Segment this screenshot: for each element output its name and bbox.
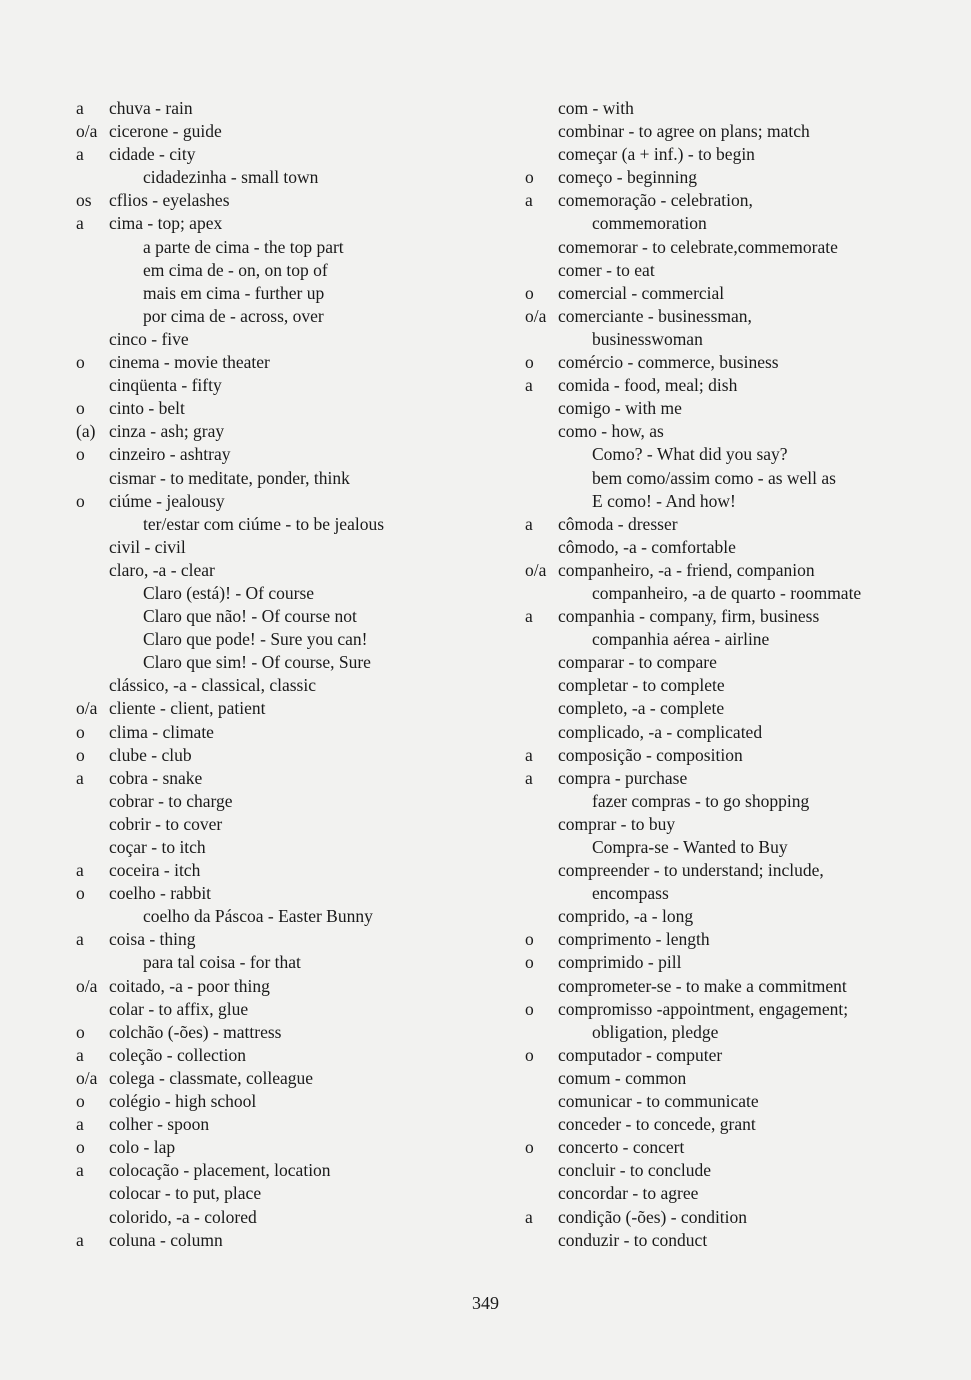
dictionary-entry [76, 189, 516, 212]
dictionary-entry [525, 259, 965, 282]
dictionary-entry [525, 513, 965, 536]
entry-article: o [76, 352, 85, 373]
dictionary-entry [76, 328, 516, 351]
entry-headword: cinza - ash; gray [109, 421, 225, 442]
dictionary-entry [525, 928, 965, 951]
dictionary-entry [525, 951, 965, 974]
entry-headword: conceder - to concede, grant [558, 1114, 756, 1135]
entry-headword: clássico, -a - classical, classic [109, 675, 316, 696]
dictionary-entry [76, 1021, 516, 1044]
entry-article: o/a [76, 121, 98, 142]
dictionary-entry [525, 420, 965, 443]
entry-subphrase: fazer compras - to go shopping [592, 790, 810, 811]
dictionary-entry [76, 674, 516, 697]
entry-article: a [76, 860, 84, 881]
dictionary-entry [76, 951, 516, 974]
dictionary-entry [76, 1182, 516, 1205]
entry-article: o [76, 1091, 85, 1112]
dictionary-entry [76, 767, 516, 790]
entry-subphrase: Compra-se - Wanted to Buy [592, 837, 788, 857]
entry-headword: coceira - itch [109, 860, 201, 881]
entry-headword: cliente - client, patient [109, 698, 266, 719]
dictionary-entry [76, 1136, 516, 1159]
dictionary-entry [76, 351, 516, 374]
dictionary-entry [76, 928, 516, 951]
dictionary-entry [76, 1090, 516, 1113]
entry-article: o/a [525, 559, 547, 580]
entry-article: o [525, 1044, 534, 1065]
entry-headword: cômodo, -a - comfortable [558, 536, 736, 557]
dictionary-entry [76, 1159, 516, 1182]
entry-subphrase: a parte de cima - the top part [143, 236, 344, 257]
dictionary-entry [525, 305, 965, 328]
entry-article: o/a [76, 975, 98, 996]
entry-headword: comer - to eat [558, 259, 655, 280]
dictionary-entry [525, 836, 965, 859]
entry-headword: colocação - placement, location [109, 1160, 331, 1181]
entry-headword: comprido, -a - long [558, 906, 694, 927]
entry-headword: comprar - to buy [558, 813, 676, 834]
entry-article: a [76, 1229, 84, 1250]
entry-subphrase: bem como/assim como - as well as [592, 467, 836, 488]
entry-article: o [76, 744, 85, 765]
entry-headword: colocar - to put, place [109, 1183, 262, 1204]
entry-subphrase: Como? - What did you say? [592, 444, 788, 465]
entry-headword: colo - lap [109, 1137, 176, 1158]
dictionary-entry [76, 721, 516, 744]
dictionary-entry [76, 975, 516, 998]
dictionary-entry [525, 859, 965, 882]
dictionary-entry [76, 513, 516, 536]
dictionary-entry [76, 559, 516, 582]
dictionary-entry [76, 259, 516, 282]
dictionary-entry [525, 605, 965, 628]
dictionary-entry [525, 721, 965, 744]
entry-headword: começar (a + inf.) - to begin [558, 144, 755, 165]
dictionary-entry [525, 467, 965, 490]
entry-subphrase: Claro que sim! - Of course, Sure [143, 652, 371, 673]
entry-headword: cicerone - guide [109, 121, 222, 142]
entry-headword: concerto - concert [558, 1137, 685, 1158]
dictionary-entry [76, 305, 516, 328]
entry-headword: concluir - to conclude [558, 1160, 712, 1181]
entry-headword: comparar - to compare [558, 652, 717, 673]
dictionary-entry [76, 212, 516, 235]
entry-subphrase: Claro (está)! - Of course [143, 582, 315, 603]
entry-headword: cidade - city [109, 144, 196, 165]
entry-headword: cobrar - to charge [109, 790, 233, 811]
entry-article: a [76, 144, 84, 165]
dictionary-entry [76, 236, 516, 259]
entry-subphrase: em cima de - on, on top of [143, 259, 328, 280]
entry-article: o [525, 929, 534, 950]
entry-headword: colar - to affix, glue [109, 998, 249, 1019]
entry-article: o/a [76, 1067, 98, 1088]
entry-headword: computador - computer [558, 1044, 723, 1065]
dictionary-entry [76, 1206, 516, 1229]
entry-headword: coisa - thing [109, 929, 196, 950]
entry-headword: compromisso -appointment, engagement; [558, 998, 849, 1019]
dictionary-entry [525, 397, 965, 420]
dictionary-entry [525, 998, 965, 1021]
entry-article: o [76, 490, 85, 511]
dictionary-entry [525, 1159, 965, 1182]
entry-article: o [525, 1137, 534, 1158]
entry-article: os [76, 190, 92, 211]
entry-headword: coelho - rabbit [109, 883, 212, 904]
entry-headword: começo - beginning [558, 167, 697, 188]
entry-article: o [76, 721, 85, 742]
entry-subphrase: companhia aérea - airline [592, 629, 770, 650]
dictionary-entry [76, 420, 516, 443]
dictionary-entry [525, 282, 965, 305]
entry-article: a [525, 513, 533, 534]
entry-headword: comprimento - length [558, 929, 710, 950]
dictionary-entry [525, 744, 965, 767]
entry-headword: compreender - to understand; include, [558, 860, 824, 881]
dictionary-entry [76, 490, 516, 513]
entry-subphrase: cidadezinha - small town [143, 167, 319, 188]
entry-headword: cismar - to meditate, ponder, think [109, 467, 350, 488]
entry-headword: com - with [558, 98, 634, 118]
entry-headword: cima - top; apex [109, 213, 223, 234]
entry-headword: comprimido - pill [558, 952, 682, 973]
dictionary-entry [525, 767, 965, 790]
entry-article: o [525, 167, 534, 188]
dictionary-entry [525, 674, 965, 697]
entry-headword: complicado, -a - complicated [558, 721, 763, 742]
dictionary-entry [525, 351, 965, 374]
entry-headword: ciúme - jealousy [109, 490, 225, 511]
entry-article: a [525, 767, 533, 788]
dictionary-entry [525, 120, 965, 143]
entry-headword: cinema - movie theater [109, 352, 270, 373]
dictionary-entry [525, 1206, 965, 1229]
entry-article: o [525, 952, 534, 973]
entry-headword: companheiro, -a - friend, companion [558, 559, 815, 580]
entry-headword: coitado, -a - poor thing [109, 975, 270, 996]
dictionary-entry [76, 443, 516, 466]
entry-headword: cinto - belt [109, 398, 185, 419]
entry-article: o [76, 444, 85, 465]
dictionary-entry [76, 1067, 516, 1090]
entry-article: a [76, 213, 84, 234]
dictionary-entry [525, 374, 965, 397]
dictionary-entry [76, 374, 516, 397]
dictionary-entry [525, 582, 965, 605]
entry-headword: coçar - to itch [109, 837, 206, 857]
entry-headword: clima - climate [109, 721, 214, 742]
dictionary-entry [525, 651, 965, 674]
dictionary-entry [76, 467, 516, 490]
entry-headword: coluna - column [109, 1229, 223, 1250]
dictionary-entry [525, 559, 965, 582]
entry-headword: cobrir - to cover [109, 813, 223, 834]
entry-subphrase: mais em cima - further up [143, 282, 325, 303]
dictionary-entry [76, 998, 516, 1021]
dictionary-entry [525, 1021, 965, 1044]
dictionary-entry [525, 1090, 965, 1113]
page-number: 349 [472, 1293, 499, 1313]
dictionary-entry [525, 490, 965, 513]
dictionary-entry [525, 790, 965, 813]
dictionary-entry [76, 97, 516, 120]
entry-headword: completar - to complete [558, 675, 725, 696]
dictionary-entry [76, 166, 516, 189]
dictionary-entry [76, 1044, 516, 1067]
dictionary-entry [76, 282, 516, 305]
entry-subphrase: companheiro, -a de quarto - roommate [592, 582, 862, 603]
entry-headword: comercial - commercial [558, 282, 725, 303]
entry-headword: composição - composition [558, 744, 743, 765]
entry-headword: combinar - to agree on plans; match [558, 121, 810, 142]
dictionary-entry [525, 905, 965, 928]
entry-headword: civil - civil [109, 536, 186, 557]
dictionary-entry [76, 790, 516, 813]
dictionary-entry [76, 882, 516, 905]
entry-headword: claro, -a - clear [109, 559, 215, 580]
entry-article: a [525, 606, 533, 627]
entry-article: a [76, 929, 84, 950]
dictionary-entry [525, 536, 965, 559]
entry-article: o [525, 998, 534, 1019]
entry-article: o [525, 282, 534, 303]
entry-headword: cinqüenta - fifty [109, 375, 222, 396]
dictionary-entry [76, 1229, 516, 1252]
entry-subphrase: obligation, pledge [592, 1021, 719, 1042]
entry-headword: comerciante - businessman, [558, 305, 752, 326]
dictionary-entry [76, 120, 516, 143]
dictionary-entry [76, 397, 516, 420]
entry-article: o [76, 1137, 85, 1158]
dictionary-entry [76, 143, 516, 166]
dictionary-entry [525, 813, 965, 836]
entry-article: (a) [76, 421, 96, 442]
entry-article: o [76, 883, 85, 904]
dictionary-entry [525, 882, 965, 905]
dictionary-entry [525, 143, 965, 166]
dictionary-entry [525, 1044, 965, 1067]
dictionary-entry [76, 836, 516, 859]
entry-headword: cobra - snake [109, 767, 203, 788]
entry-headword: conduzir - to conduct [558, 1229, 708, 1250]
entry-headword: cômoda - dresser [558, 513, 678, 534]
entry-subphrase: por cima de - across, over [143, 305, 324, 326]
entry-headword: cinzeiro - ashtray [109, 444, 231, 465]
entry-headword: colher - spoon [109, 1114, 210, 1135]
entry-headword: como - how, as [558, 421, 664, 442]
dictionary-entry [76, 813, 516, 836]
left-column [76, 97, 516, 1252]
dictionary-entry [525, 166, 965, 189]
entry-article: a [76, 1114, 84, 1135]
entry-headword: companhia - company, firm, business [558, 606, 820, 627]
dictionary-entry [76, 744, 516, 767]
entry-subphrase: ter/estar com ciúme - to be jealous [143, 513, 385, 534]
entry-article: o [76, 398, 85, 419]
entry-headword: cflios - eyelashes [109, 190, 230, 211]
entry-article: o [525, 352, 534, 373]
dictionary-entry [525, 1136, 965, 1159]
dictionary-entry [525, 1182, 965, 1205]
entry-headword: compra - purchase [558, 767, 688, 788]
entry-headword: coleção - collection [109, 1044, 247, 1065]
entry-headword: clube - club [109, 744, 192, 765]
entry-article: a [525, 744, 533, 765]
dictionary-entry [525, 1229, 965, 1252]
entry-headword: comum - common [558, 1067, 687, 1088]
dictionary-entry [525, 97, 965, 120]
dictionary-entry [525, 236, 965, 259]
entry-article: a [76, 1160, 84, 1181]
entry-article: a [525, 375, 533, 396]
entry-article: a [76, 98, 84, 118]
entry-headword: condição (-ões) - condition [558, 1206, 748, 1227]
entry-article: a [525, 1206, 533, 1227]
entry-headword: chuva - rain [109, 98, 193, 118]
entry-subphrase: commemoration [592, 213, 707, 234]
entry-subphrase: encompass [592, 883, 669, 904]
entry-headword: comércio - commerce, business [558, 352, 779, 373]
entry-headword: colega - classmate, colleague [109, 1067, 314, 1088]
entry-subphrase: businesswoman [592, 328, 703, 349]
entry-article: o [76, 1021, 85, 1042]
entry-article: a [76, 767, 84, 788]
entry-subphrase: Claro que não! - Of course not [143, 606, 357, 627]
entry-article: a [525, 190, 533, 211]
dictionary-entry [525, 975, 965, 998]
dictionary-entry [76, 536, 516, 559]
dictionary-entry [76, 697, 516, 720]
entry-headword: comemorar - to celebrate,commemorate [558, 236, 838, 257]
entry-article: o/a [76, 698, 98, 719]
dictionary-entry [525, 697, 965, 720]
entry-subphrase: Claro que pode! - Sure you can! [143, 629, 368, 650]
dictionary-entry [76, 859, 516, 882]
entry-subphrase: E como! - And how! [592, 490, 736, 511]
entry-article: a [76, 1044, 84, 1065]
dictionary-entry [76, 605, 516, 628]
entry-headword: colchão (-ões) - mattress [109, 1021, 282, 1042]
dictionary-entry [525, 328, 965, 351]
dictionary-entry [525, 212, 965, 235]
entry-headword: colégio - high school [109, 1091, 257, 1112]
dictionary-entry [525, 443, 965, 466]
dictionary-entry [76, 651, 516, 674]
entry-headword: concordar - to agree [558, 1183, 699, 1204]
entry-subphrase: para tal coisa - for that [143, 952, 301, 973]
entry-headword: colorido, -a - colored [109, 1206, 257, 1227]
dictionary-entry [525, 628, 965, 651]
dictionary-entry [525, 1067, 965, 1090]
right-column [525, 97, 965, 1252]
dictionary-entry [525, 189, 965, 212]
entry-headword: comprometer-se - to make a commitment [558, 975, 847, 996]
entry-headword: completo, -a - complete [558, 698, 725, 719]
entry-headword: comunicar - to communicate [558, 1091, 759, 1112]
entry-article: o/a [525, 305, 547, 326]
entry-headword: cinco - five [109, 328, 189, 349]
entry-headword: comemoração - celebration, [558, 190, 753, 211]
dictionary-entry [76, 582, 516, 605]
dictionary-entry [76, 1113, 516, 1136]
entry-subphrase: coelho da Páscoa - Easter Bunny [143, 906, 373, 927]
dictionary-entry [76, 905, 516, 928]
dictionary-entry [76, 628, 516, 651]
entry-headword: comigo - with me [558, 398, 682, 419]
entry-headword: comida - food, meal; dish [558, 375, 738, 396]
dictionary-entry [525, 1113, 965, 1136]
